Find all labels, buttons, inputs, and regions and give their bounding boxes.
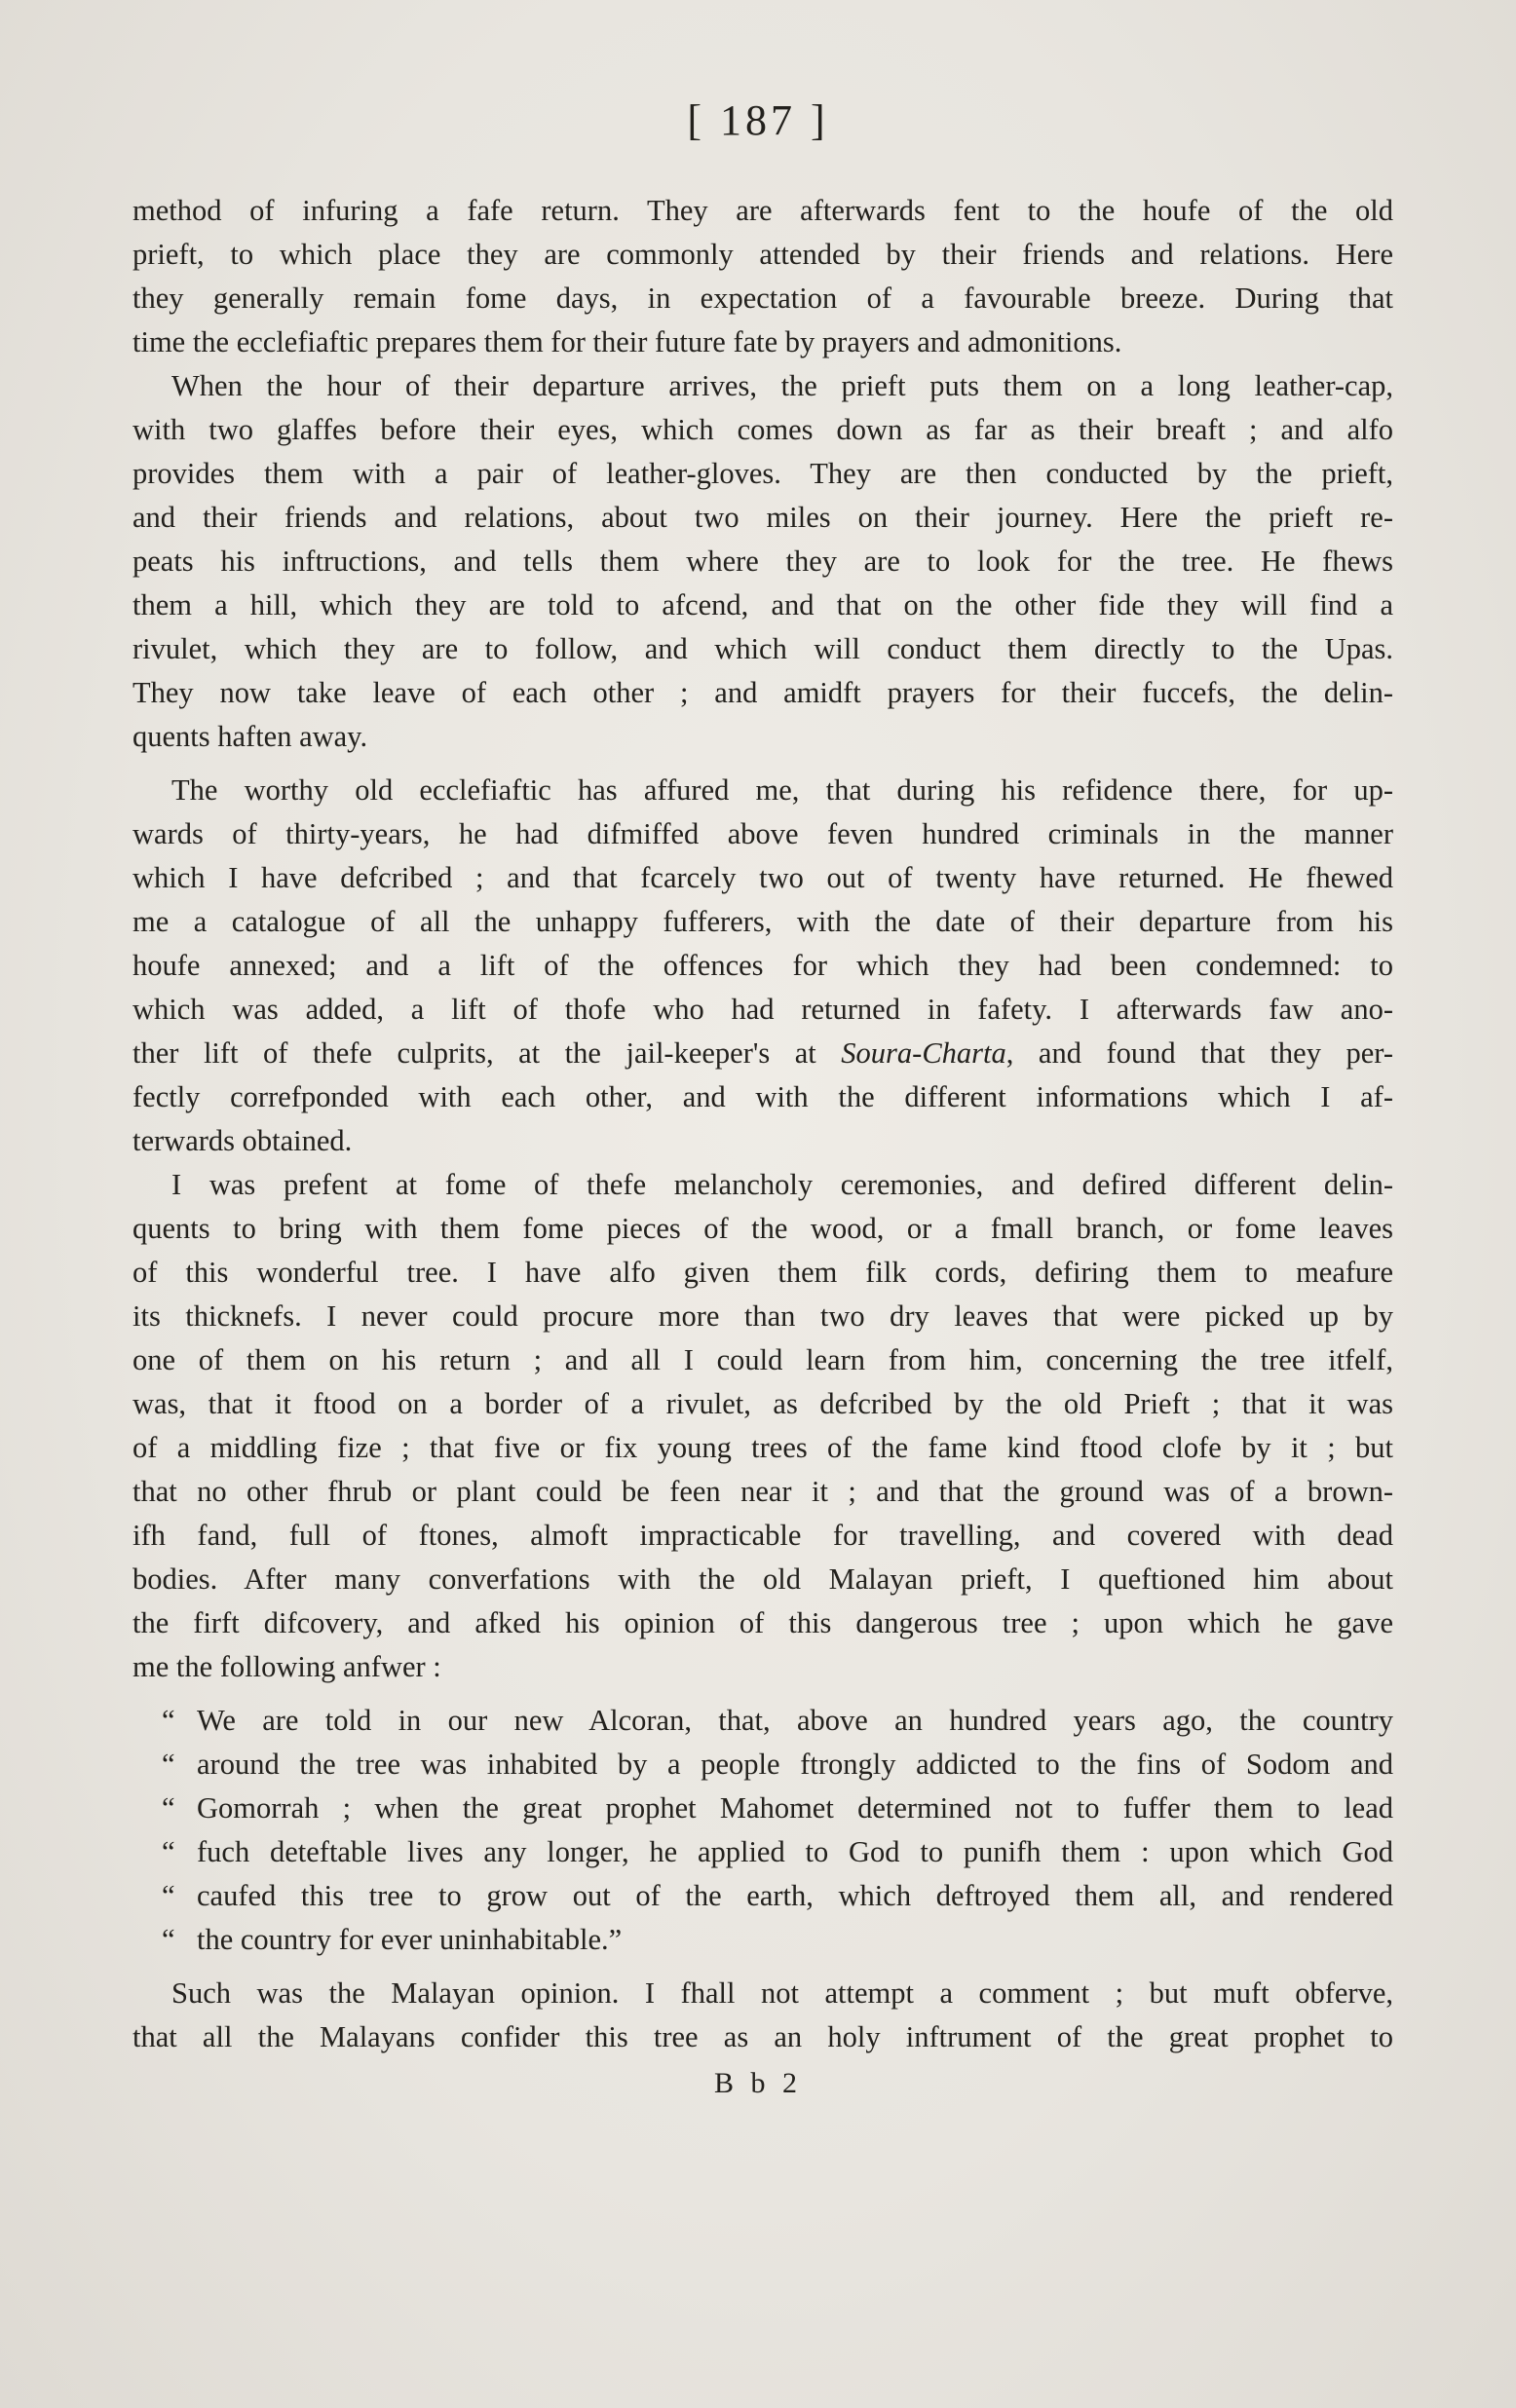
text-line: which was added, a lift of thofe who had returned in fafety. I afterwards faw ano- [133, 993, 1393, 1026]
text-line: terwards obtained. [133, 1124, 353, 1157]
quote-text: caufed this tree to grow out of the earth, which deftroyed them all, and rendered [197, 1879, 1393, 1912]
text-line: When the hour of their departure arrives, the prieft puts them on a long leather-cap, [171, 369, 1393, 402]
text-line: prieft, to which place they are commonly attended by their friends and relations. Here [133, 238, 1393, 271]
text-line: the firft difcovery, and afked his opinion of this dangerous tree ; upon which he gave [133, 1606, 1393, 1639]
text-line: houfe annexed; and a lift of the offences for which they had been condemned: to [133, 949, 1393, 982]
text-line: The worthy old ecclefiaftic has affured me, that during his refidence there, for up- [171, 773, 1393, 807]
text-line: I was prefent at fome of thefe melancholy ceremonies, and defired different delin- [171, 1168, 1393, 1201]
text-line: time the ecclefiaftic prepares them for their future fate by prayers and admonitions. [133, 325, 1122, 358]
text-line: them a hill, which they are told to afcend, and that on the other fide they will find a [133, 588, 1393, 621]
text-line: was, that it ftood on a border of a rivulet, as defcribed by the old Prieft ; that it was [133, 1387, 1393, 1420]
quote-text: Gomorrah ; when the great prophet Mahomet determined not to fuffer them to lead [197, 1791, 1393, 1825]
text-line: quents haften away. [133, 720, 368, 753]
signature-mark: B b 2 [713, 2067, 802, 2099]
quote-mark: “ [162, 1791, 175, 1825]
text-line: peats his inftructions, and tells them where they are to look for the tree. He fhews [133, 545, 1393, 578]
text-line: wards of thirty-years, he had difmiffed above feven hundred criminals in the manner [133, 817, 1393, 850]
quote-line [133, 1699, 1393, 1743]
quotation [133, 1699, 1393, 1962]
quote-mark: “ [162, 1704, 175, 1737]
text-line: They now take leave of each other ; and amidft prayers for their fuccefs, the delin- [133, 676, 1393, 709]
quote-text: fuch deteftable lives any longer, he applied to God to punifh them : upon which God [197, 1835, 1393, 1868]
text-line: that all the Malayans confider this tree as an holy inftrument of the great prophet to [133, 2020, 1393, 2053]
quote-line [133, 1874, 1393, 1918]
quote-line [133, 1830, 1393, 1874]
paragraph [133, 769, 1393, 1163]
text-line: ifh fand, full of ftones, almoft impracticable for travelling, and covered with dead [133, 1519, 1393, 1552]
quote-text: We are told in our new Alcoran, that, above an hundred years ago, the country [197, 1704, 1393, 1737]
text-line: one of them on his return ; and all I could learn from him, concerning the tree itfelf, [133, 1343, 1393, 1376]
text-line: me the following anfwer : [133, 1650, 441, 1683]
text-line: me a catalogue of all the unhappy fufferers, with the date of their departure from his [133, 905, 1393, 938]
text-line: that no other fhrub or plant could be feen near it ; and that the ground was of a brown- [133, 1475, 1393, 1508]
text-line: quents to bring with them fome pieces of the wood, or a fmall branch, or fome leaves [133, 1212, 1393, 1245]
page-number: [ 187 ] [687, 96, 829, 144]
text-line: method of infuring a fafe return. They are afterwards fent to the houfe of the old [133, 194, 1393, 227]
quote-mark: “ [162, 1835, 175, 1868]
quote-line [133, 1743, 1393, 1787]
text-line: of this wonderful tree. I have alfo given them filk cords, defiring them to meafure [133, 1256, 1393, 1289]
paragraph [133, 1163, 1393, 1689]
text-line: fectly correfponded with each other, and with the different informations which I af- [133, 1080, 1393, 1113]
text-line: of a middling fize ; that five or fix young trees of the fame kind ftood clofe by it ; but [133, 1431, 1393, 1464]
text-line: with two glaffes before their eyes, which comes down as far as their breaft ; and alfo [133, 413, 1393, 446]
body-text [133, 189, 1393, 2059]
text-line: bodies. After many converfations with the old Malayan prieft, I queftioned him about [133, 1562, 1393, 1596]
text-line: which I have defcribed ; and that fcarcely two out of twenty have returned. He fhewed [133, 861, 1393, 894]
text-line: they generally remain fome days, in expectation of a favourable breeze. During that [133, 282, 1393, 315]
paragraph [133, 364, 1393, 759]
paragraph [133, 189, 1393, 364]
quote-mark: “ [162, 1879, 175, 1912]
paragraph [133, 1972, 1393, 2059]
quote-text: the country for ever uninhabitable.” [197, 1923, 623, 1956]
quote-text: around the tree was inhabited by a people ftrongly addicted to the fins of Sodom and [197, 1748, 1393, 1781]
quote-line [133, 1787, 1393, 1830]
text-line: and their friends and relations, about two miles on their journey. Here the prieft re- [133, 501, 1393, 534]
quote-mark: “ [162, 1748, 175, 1781]
text-line: its thicknefs. I never could procure more than two dry leaves that were picked up by [133, 1299, 1393, 1333]
text-line: ther lift of thefe culprits, at the jail-keeper's at Soura-Charta, and found that they per- [133, 1036, 1393, 1070]
text-line: rivulet, which they are to follow, and which will conduct them directly to the Upas. [133, 632, 1393, 665]
quote-line [133, 1918, 1393, 1962]
italic-place-name: Soura-Charta [841, 1036, 1006, 1070]
text-line: Such was the Malayan opinion. I fhall not attempt a comment ; but muft obferve, [171, 1976, 1393, 2010]
text-line: provides them with a pair of leather-gloves. They are then conducted by the prieft, [133, 457, 1393, 490]
quote-mark: “ [162, 1923, 175, 1956]
